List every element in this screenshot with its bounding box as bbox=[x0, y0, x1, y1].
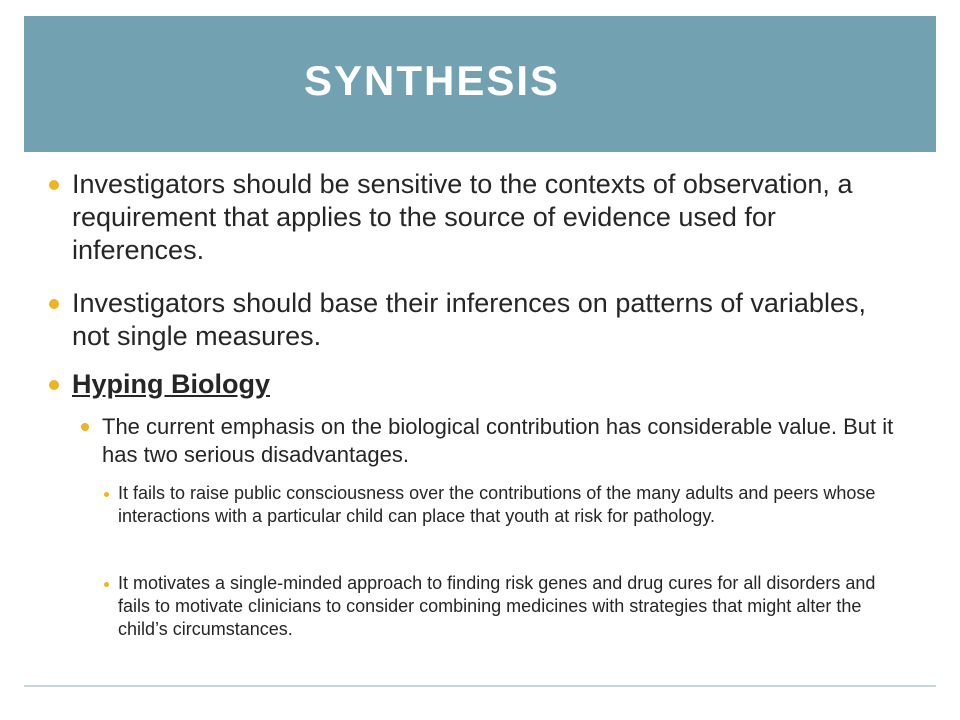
bullet-item-1: Investigators should be sensitive to the contexts of observation, a requirement that applies to the source of evidence used for inferences. bbox=[72, 169, 853, 265]
bullet-icon bbox=[49, 299, 59, 309]
sub-sub-bullet-item-2: It motivates a single-minded approach to finding risk genes and drug cures for all disorders and fails to motivate clinicians to consider combining medicines with strategies that might alter the child’s circumstances. bbox=[118, 573, 876, 639]
bullet-icon bbox=[49, 180, 59, 190]
bullet-icon bbox=[49, 380, 59, 390]
sub-sub-bullet-icon bbox=[104, 492, 109, 497]
sub-bullet-icon bbox=[81, 423, 89, 431]
hyping-biology-link[interactable]: Hyping Biology bbox=[72, 369, 270, 399]
sub-sub-bullet-icon bbox=[104, 582, 109, 587]
slide-title: SYNTHESIS bbox=[304, 57, 561, 104]
bullet-item-2: Investigators should base their inferences on patterns of variables, not single measures. bbox=[72, 288, 866, 351]
sub-sub-bullet-item-1: It fails to raise public consciousness over the contributions of the many adults and peers whose interactions with a particular child can place that youth at risk for pathology. bbox=[118, 483, 876, 526]
sub-bullet-item: The current emphasis on the biological contribution has considerable value. But it has two serious disadvantages. bbox=[102, 414, 894, 467]
bottom-divider bbox=[24, 685, 936, 687]
